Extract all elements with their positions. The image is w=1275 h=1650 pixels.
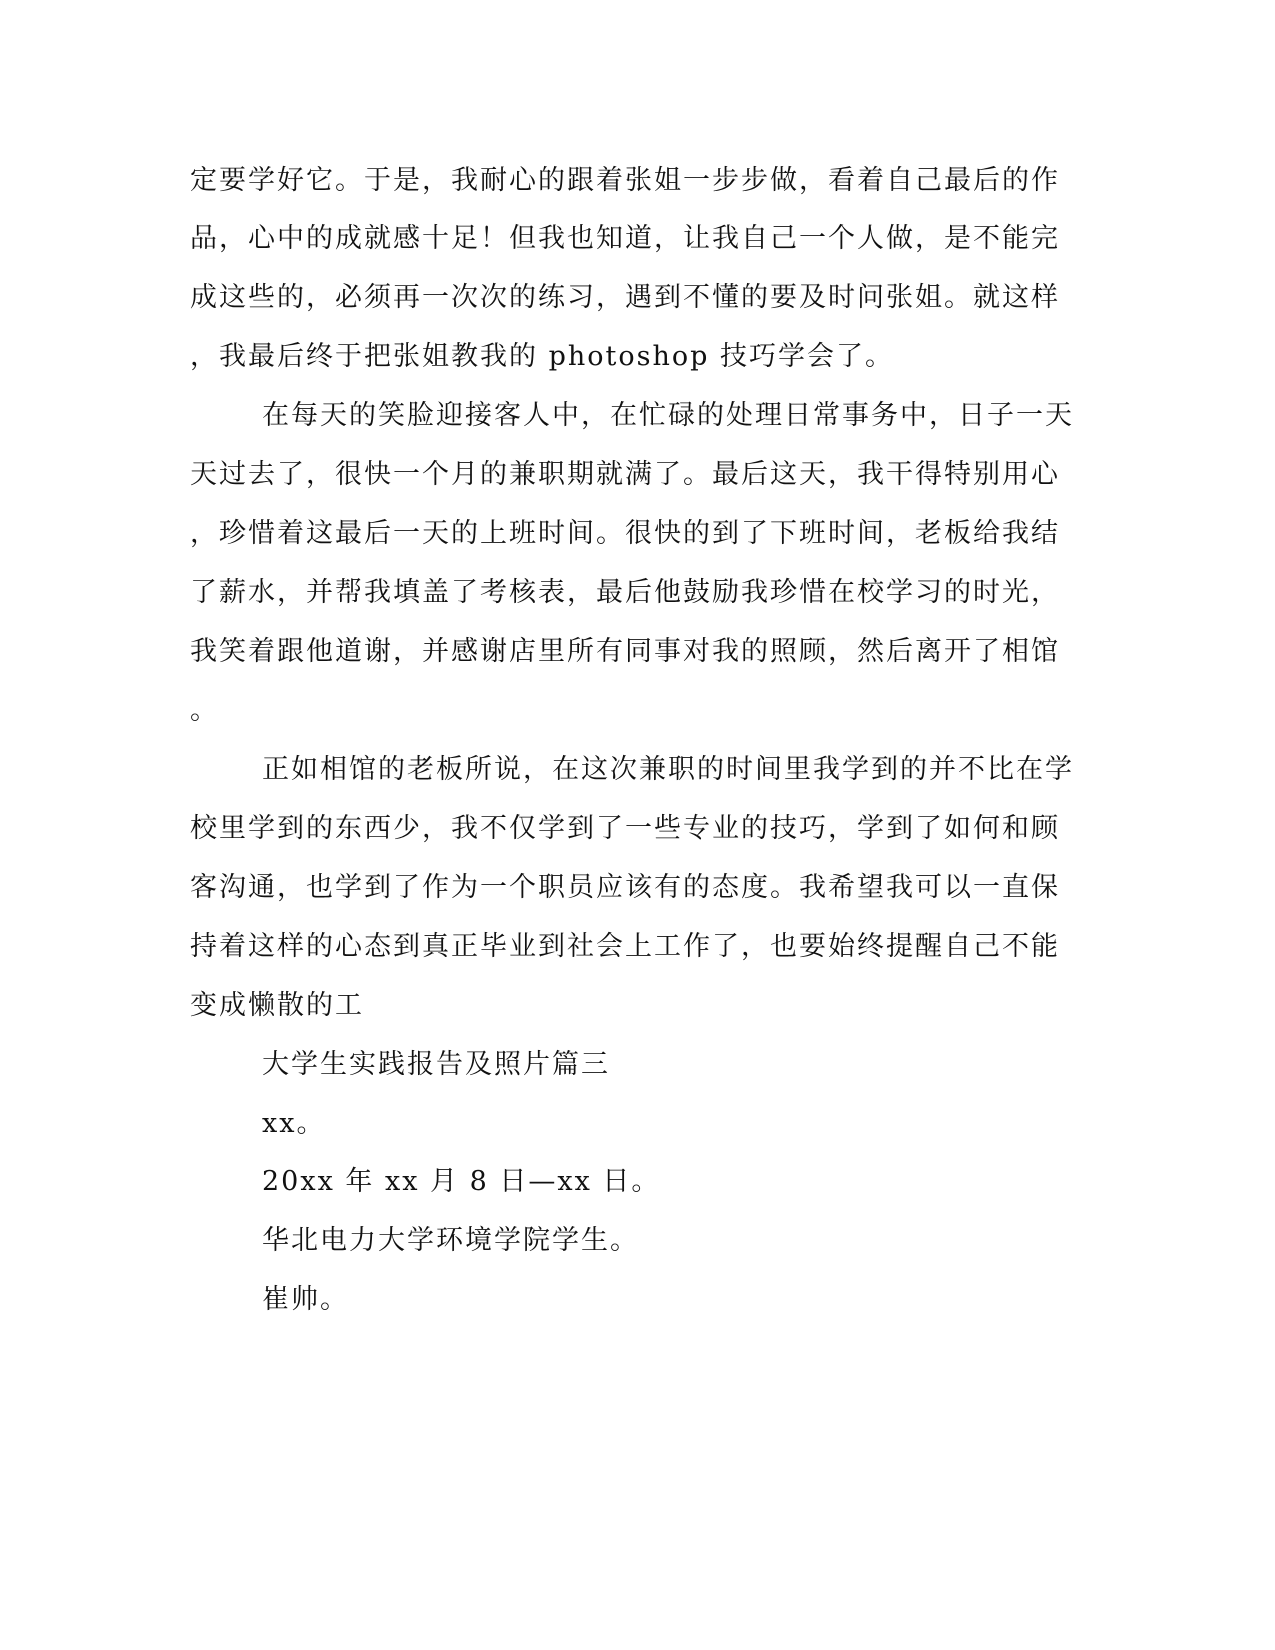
text-line: 。 [190, 695, 219, 726]
text-line: ，珍惜着这最后一天的上班时间。很快的到了下班时间，老板给我结 [190, 518, 1060, 549]
text-line: 持着这样的心态到真正毕业到社会上工作了，也要始终提醒自己不能 [190, 931, 1060, 962]
section-heading: 大学生实践报告及照片篇三 [262, 1049, 610, 1080]
text-line: 天过去了，很快一个月的兼职期就满了。最后这天，我干得特别用心 [190, 459, 1060, 490]
text-line: 品，心中的成就感十足！但我也知道，让我自己一个人做，是不能完 [190, 223, 1060, 254]
text-line: 变成懒散的工 [190, 990, 364, 1021]
text-line: 我笑着跟他道谢，并感谢店里所有同事对我的照顾，然后离开了相馆 [190, 636, 1060, 667]
text-line: 成这些的，必须再一次次的练习，遇到不懂的要及时问张姐。就这样 [190, 282, 1060, 313]
text-line: 了薪水，并帮我填盖了考核表，最后他鼓励我珍惜在校学习的时光， [190, 577, 1060, 608]
date-line: 20xx 年 xx 月 8 日—xx 日。 [262, 1166, 661, 1197]
text-line: 定要学好它。于是，我耐心的跟着张姐一步步做，看着自己最后的作 [190, 165, 1060, 196]
text-line: ，我最后终于把张姐教我的 photoshop 技巧学会了。 [190, 341, 894, 372]
info-line: xx。 [262, 1108, 326, 1139]
text-line: 校里学到的东西少，我不仅学到了一些专业的技巧，学到了如何和顾 [190, 813, 1060, 844]
paragraph-start-line: 在每天的笑脸迎接客人中，在忙碌的处理日常事务中，日子一天 [262, 400, 1074, 431]
paragraph-start-line: 正如相馆的老板所说，在这次兼职的时间里我学到的并不比在学 [262, 754, 1074, 785]
text-line: 客沟通，也学到了作为一个职员应该有的态度。我希望我可以一直保 [190, 872, 1060, 903]
author-line: 崔帅。 [262, 1284, 349, 1315]
info-line: 华北电力大学环境学院学生。 [262, 1225, 639, 1256]
